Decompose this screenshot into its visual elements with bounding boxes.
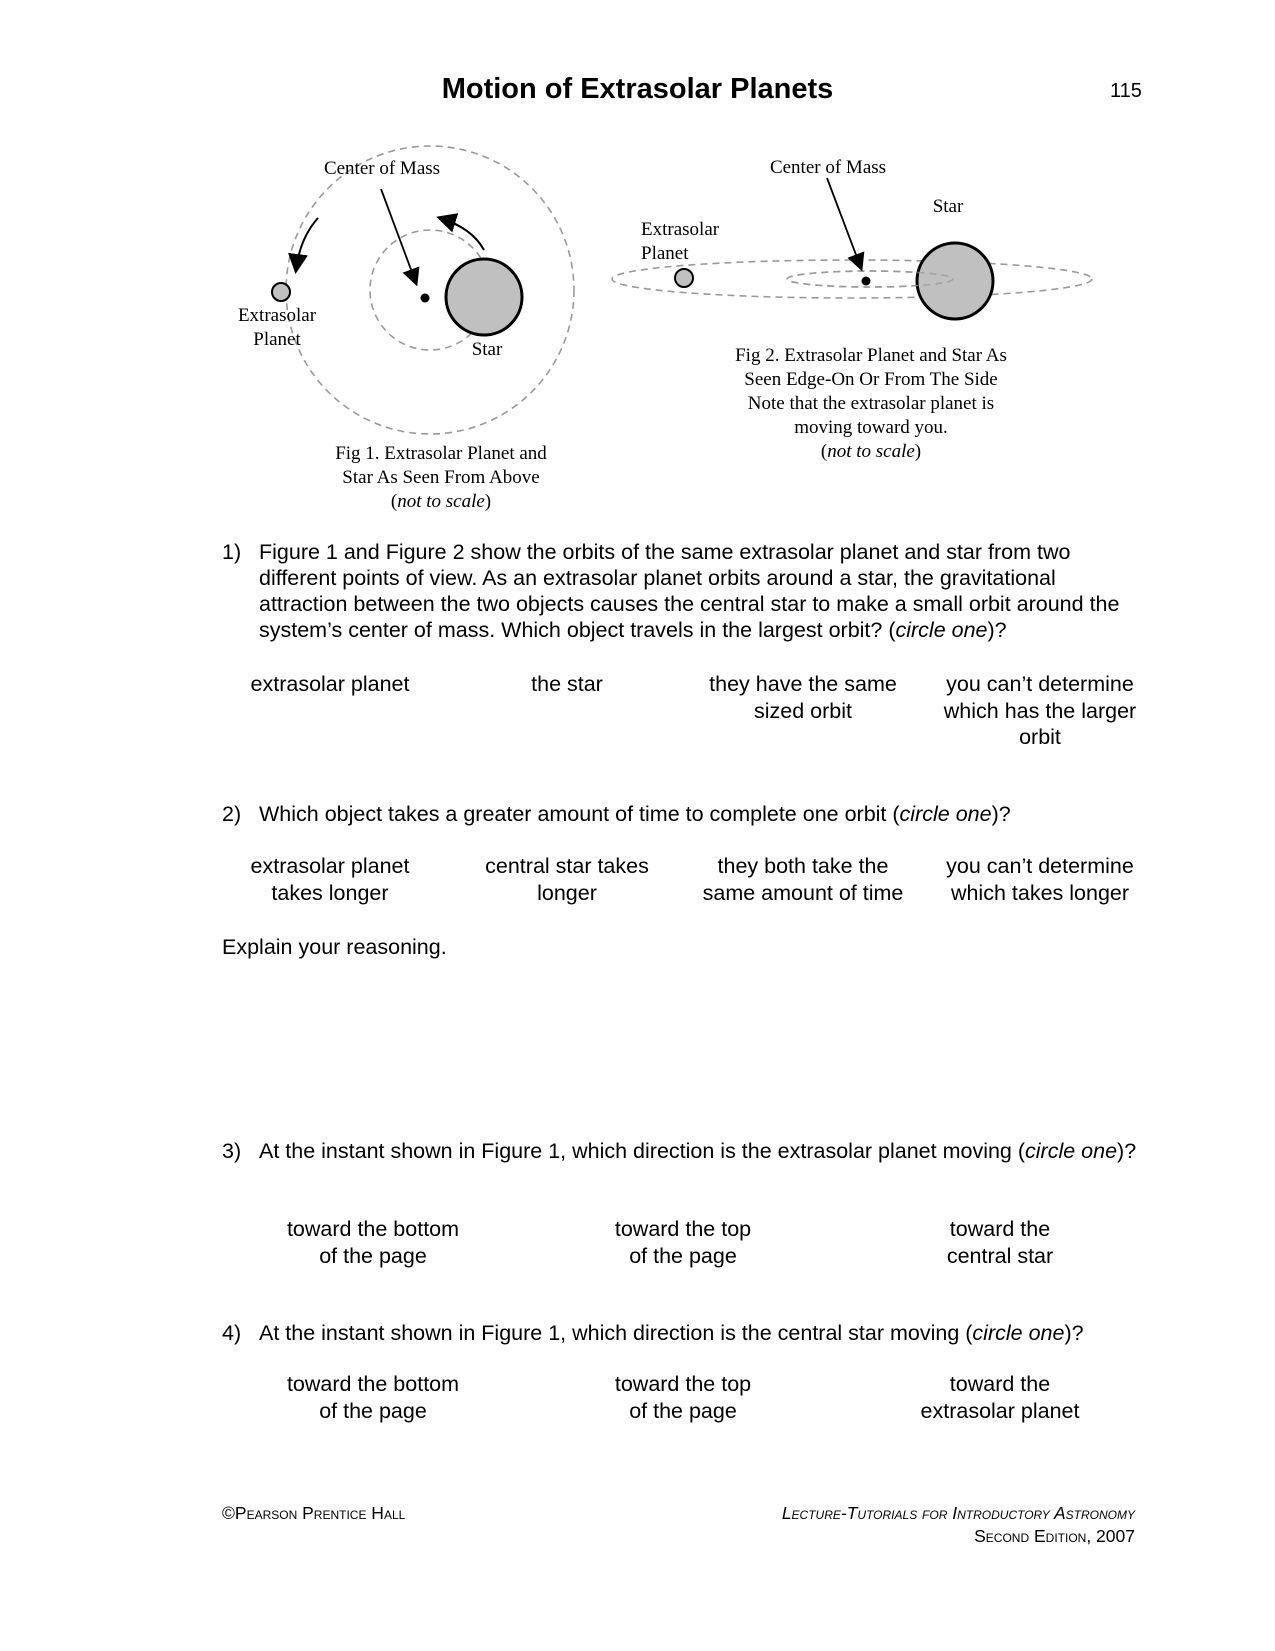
q2-option-4[interactable]: you can’t determine which takes longer (946, 854, 1134, 905)
question-3 (222, 1138, 1142, 1193)
fig2-caption-line3: Note that the extrasolar planet is (747, 393, 995, 414)
fig2-caption-line1: Fig 2. Extrasolar Planet and Star As (735, 345, 1007, 366)
q4-option-1[interactable]: toward the bottom of the page (286, 1372, 460, 1423)
fig1-planet (272, 283, 290, 301)
explain-prompt: Explain your reasoning. (222, 935, 447, 959)
question-number: 3) (222, 1139, 242, 1163)
page-number: 115 (1110, 80, 1142, 102)
q3-option-3[interactable]: toward the central star (946, 1217, 1054, 1268)
fig1-planet-motion-arrow (296, 218, 318, 270)
fig1-planet-label-line1: Extrasolar (237, 305, 317, 326)
figures (0, 0, 1275, 520)
fig2-com-pointer-arrow (827, 178, 861, 268)
fig1-star-motion-arrow (440, 218, 484, 250)
fig2-star-label: Star (932, 196, 964, 217)
page-title: Motion of Extrasolar Planets (441, 73, 834, 105)
figure-2 (612, 157, 1092, 462)
question-number: 2) (222, 802, 242, 826)
fig2-caption-line4: moving toward you. (794, 417, 948, 438)
fig1-com-label: Center of Mass (323, 158, 441, 179)
fig1-star-label: Star (471, 339, 503, 360)
footer-publisher: ©Pearson Prentice Hall (222, 1503, 406, 1523)
fig1-caption-line2: Star As Seen From Above (342, 467, 540, 488)
question-number: 4) (222, 1321, 242, 1345)
q1-option-3[interactable]: they have the same sized orbit (709, 672, 897, 723)
fig1-caption-line1: Fig 1. Extrasolar Planet and (335, 443, 547, 464)
fig2-planet-label-line2: Planet (641, 243, 689, 264)
footer-book: Lecture-Tutorials for Introductory Astronomy Second Edition, 2007 (781, 1503, 1135, 1546)
question-2 (222, 801, 1142, 831)
fig2-caption-line5: (not to scale) (820, 441, 922, 462)
question-4 (222, 1320, 1142, 1350)
q2-option-3[interactable]: they both take the same amount of time (702, 854, 904, 905)
q4-option-2[interactable]: toward the top of the page (614, 1372, 752, 1423)
fig1-com-pointer-arrow (381, 189, 416, 283)
fig1-planet-label-line2: Planet (253, 329, 301, 350)
fig2-planet (675, 269, 693, 287)
fig1-star (446, 259, 522, 335)
fig2-caption-line2: Seen Edge-On Or From The Side (744, 369, 998, 390)
q1-option-1[interactable]: extrasolar planet (250, 672, 410, 696)
question-text: Figure 1 and Figure 2 show the orbits of the same extrasolar planet and star from two different points of view. As an extrasolar planet orbits around a star, the gravitational attraction between the two objects causes the central star to make a small orbit around the system’s center of mass. Which object travels in the largest orbit? (circle one)? (259, 540, 1120, 642)
q1-option-2[interactable]: the star (531, 672, 603, 696)
q4-option-3[interactable]: toward the extrasolar planet (920, 1372, 1080, 1423)
fig2-planet-label-line1: Extrasolar (641, 219, 720, 240)
q1-option-4[interactable]: you can’t determine which has the larger orbit (943, 672, 1137, 749)
q3-option-1[interactable]: toward the bottom of the page (286, 1217, 460, 1268)
question-number: 1) (222, 540, 242, 564)
figure-1 (238, 146, 574, 512)
q3-option-2[interactable]: toward the top of the page (614, 1217, 752, 1268)
fig2-com-label: Center of Mass (769, 157, 887, 178)
question-text: At the instant shown in Figure 1, which direction is the extrasolar planet moving (circle one)? (259, 1139, 1137, 1163)
q2-option-1[interactable]: extrasolar planet takes longer (250, 854, 410, 905)
fig2-star (917, 243, 993, 319)
question-text: At the instant shown in Figure 1, which direction is the central star moving (circle one)? (259, 1321, 1084, 1345)
fig1-caption-line3: (not to scale) (390, 491, 492, 512)
fig1-center-of-mass-dot (421, 294, 430, 303)
question-1 (222, 539, 1142, 649)
fig2-center-of-mass-dot (862, 277, 871, 286)
question-text: Which object takes a greater amount of time to complete one orbit (circle one)? (259, 802, 1011, 826)
fig1-planet-orbit (286, 146, 574, 434)
q2-option-2[interactable]: central star takes longer (485, 854, 649, 905)
